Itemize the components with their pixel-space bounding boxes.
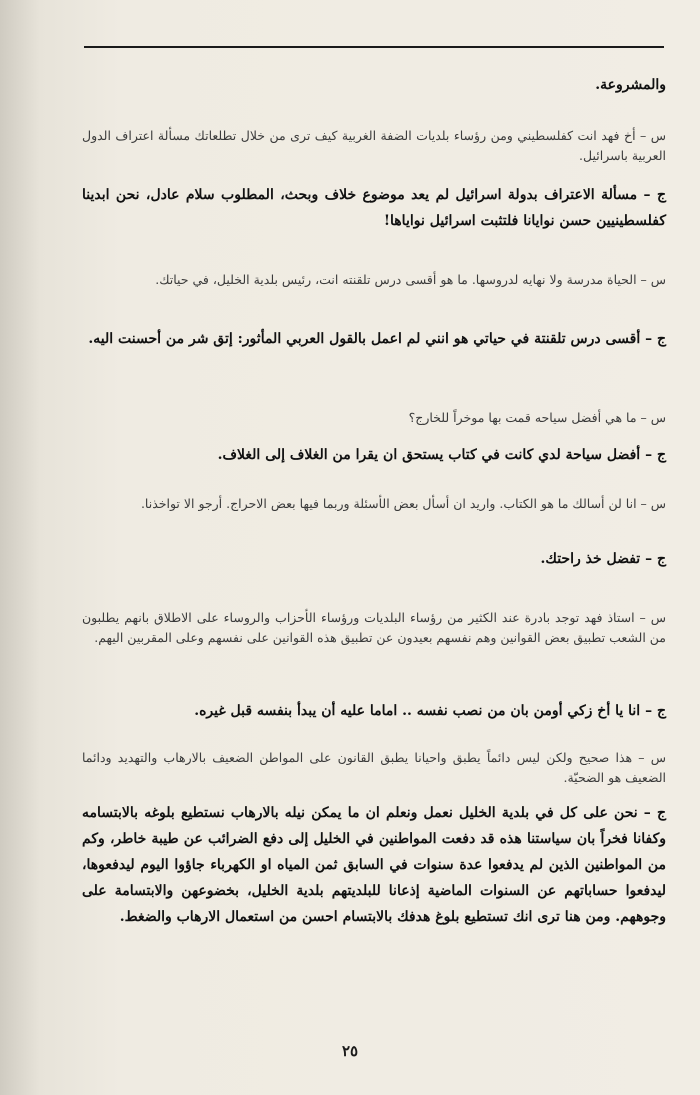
header-rule [84,46,664,48]
answer-paragraph: ج – أفضل سياحة لدي كانت في كتاب يستحق ان يقرا من الغلاف إلى الغلاف. [217,447,666,463]
answer-paragraph: ج – مسألة الاعتراف بدولة اسرائيل لم يعد موضوع خلاف وبحث، المطلوب سلام عادل، نحن ابدينا كفلسطينيين حسن نوايانا فلتثبت اسرائيل نواياها! [82,187,666,229]
question-paragraph: س – أخ فهد انت كفلسطيني ومن رؤساء بلديات الضفة الغربية كيف ترى من خلال تطلعاتك مسألة اعتراف الدول العربية باسرائيل. [82,128,666,163]
page-number: ٢٥ [341,1042,359,1060]
continuation-text: والمشروعة. [595,77,666,93]
answer-paragraph: ج – انا يا أخ زكي أومن بان من نصب نفسه .. اماما عليه أن يبدأ بنفسه قبل غيره. [194,703,666,719]
question-paragraph: س – هذا صحيح ولكن ليس دائماً يطبق واحيانا يطبق القانون على المواطن الضعيف بالارهاب والتهديد ودائما الضعيف هو الضحيّة. [82,750,666,785]
question-paragraph: س – انا لن أسالك ما هو الكتاب. واريد ان أسأل بعض الأسئلة وربما فيها بعض الاحراج. أرجو الا تواخذنا. [140,496,666,511]
answer-paragraph: ج – نحن على كل في بلدية الخليل نعمل ونعلم ان ما يمكن نيله بالارهاب نستطيع بلوغه بالابتسامه وكفانا فخراً بان سياستنا هذه قد دفعت المواطنين في الخليل إلى دفع الضرائب عن طيبة خاطر، وكم من المواطنين الذين لم يدفعوا عدة سنوات في السابق ثمن المياه او الكهرباء جاؤوا اليوم ليدفعوها، ليدفعوا حساباتهم عن السنوات الماضية إذعانا للبلديتهم بلدية الخليل، بخضوعهن والابتسامة على وجوههم. ومن هنا ترى انك تستطيع بلوغ هدفك بالابتسام احسن من استعمال الارهاب والضغط. [82,805,666,925]
answer-paragraph: ج – تفضل خذ راحتك. [540,551,666,567]
question-paragraph: س – استاذ فهد توجد بادرة عند الكثير من رؤساء البلديات ورؤساء الأحزاب والروساء على الاطلاق بانهم يطلبون من الشعب تطبيق بعض القوانين وهم نفسهم بعيدون عن تطبيق هذه القوانين على نفسهم وعلى المقربين اليهم. [82,610,666,645]
question-paragraph: س – الحياة مدرسة ولا نهايه لدروسها. ما هو أقسى درس تلقنته انت، رئيس بلدية الخليل، في حياتك. [155,272,666,287]
question-paragraph: س – ما هي أفضل سياحه قمت بها موخراً للخارج؟ [408,410,666,425]
answer-paragraph: ج – أقسى درس تلقنتة في حياتي هو انني لم اعمل بالقول العربي المأثور: إتق شر من أحسنت اليه. [88,331,666,347]
